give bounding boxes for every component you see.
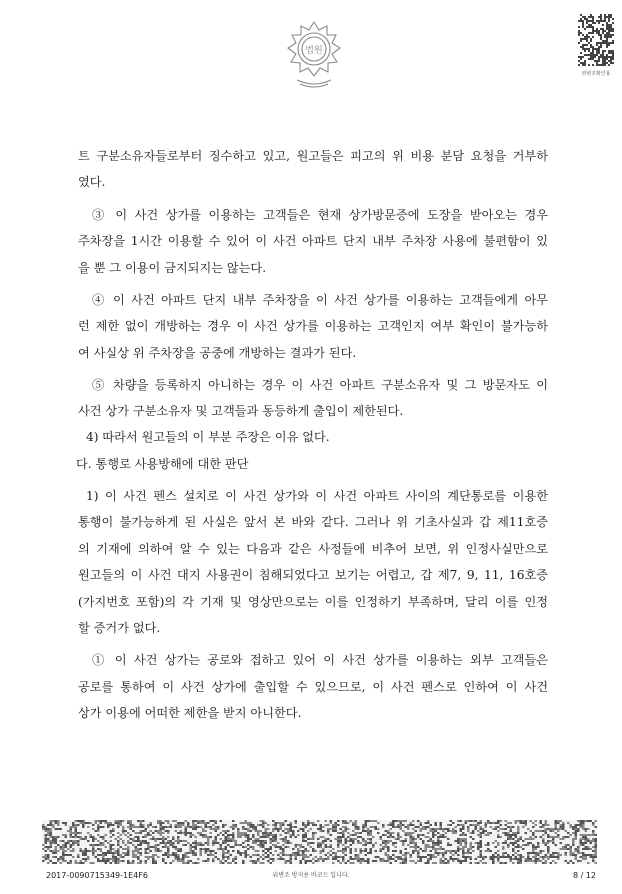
- text-line: (가지번호 포함)의 각 기재 및 영상만으로는 이를 인정하기 부족하며, 달리 이를 인정: [78, 595, 548, 609]
- anti-forgery-barcode: [42, 820, 597, 864]
- text-line: ① 이 사건 상가는 공로와 접하고 있어 이 사건 상가를 이용하는 외부 고객들은: [92, 653, 548, 667]
- page-number: 8 / 12: [572, 871, 596, 880]
- text-line: 였다.: [78, 175, 106, 189]
- text-line: 여 사실상 위 주차장을 공중에 개방하는 결과가 된다.: [78, 346, 357, 360]
- text-line: ③ 이 사건 상가를 이용하는 고객들은 현재 상가방문증에 도장을 받아오는 경우: [92, 208, 548, 222]
- text-line: 을 뿐 그 이용이 금지되지는 않는다.: [78, 261, 267, 275]
- seal-text: 법원: [305, 46, 323, 56]
- text-line: ④ 이 사건 아파트 단지 내부 주차장을 이 사건 상가를 이용하는 고객들에게 아무: [92, 293, 548, 307]
- text-line: 4) 따라서 원고들의 이 부분 주장은 이유 없다.: [86, 430, 330, 444]
- text-line: 할 증거가 없다.: [78, 621, 161, 635]
- text-line: 상가 이용에 어떠한 제한을 받지 아니한다.: [78, 706, 302, 720]
- text-line: 의 기재에 의하여 알 수 있는 다음과 같은 사정들에 비추어 보면, 위 인정사실만으로: [78, 542, 548, 556]
- text-line: 원고들의 이 사건 대지 사용권이 침해되었다고 보기는 어렵고, 갑 제7, 9, 11, 16호증: [78, 568, 548, 582]
- text-line: 주차장을 1시간 이용할 수 있어 이 사건 아파트 단지 내부 주차장 사용에 불편함이 있: [78, 234, 548, 248]
- text-line: 공로를 통하여 이 사건 상가에 출입할 수 있으므로, 이 사건 펜스로 인하여 이 사건: [78, 680, 548, 694]
- section-heading: 다. 통행로 사용방해에 대한 판단: [76, 457, 249, 471]
- text-line: 런 제한 없이 개방하는 경우 이 사건 상가를 이용하는 고객인지 여부 확인이 불가능하: [78, 319, 548, 333]
- court-seal-logo: [285, 18, 343, 90]
- barcode-note: 위변조 방지용 바코드 입니다.: [272, 872, 350, 879]
- qr-caption: 위변조확인용: [581, 71, 611, 77]
- text-line: 통행이 불가능하게 된 사실은 앞서 본 바와 같다. 그러나 위 기초사실과 갑 제11호증: [78, 515, 548, 529]
- text-line: 트 구분소유자들로부터 징수하고 있고, 원고들은 피고의 위 비용 분담 요청을 거부하: [78, 149, 548, 163]
- document-code: 2017-0090715349-1E4F6: [46, 871, 148, 880]
- text-line: 1) 이 사건 펜스 설치로 이 사건 상가와 이 사건 아파트 사이의 계단통로를 이용한: [86, 489, 548, 503]
- qr-code-icon: [578, 14, 614, 66]
- text-line: ⑤ 차량을 등록하지 아니하는 경우 이 사건 아파트 구분소유자 및 그 방문자도 이: [92, 378, 548, 392]
- text-line: 사건 상가 구분소유자 및 고객들과 동등하게 출입이 제한된다.: [78, 404, 404, 418]
